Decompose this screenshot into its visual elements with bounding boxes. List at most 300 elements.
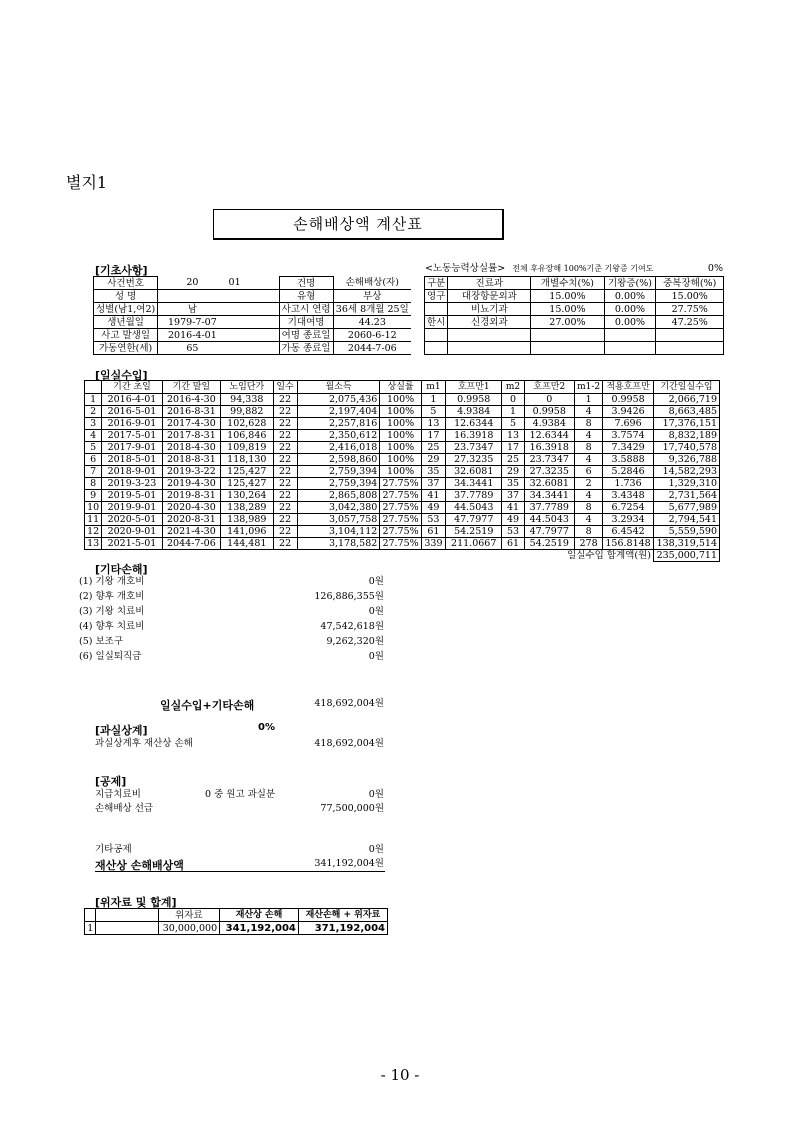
table-cell: [448, 342, 531, 355]
blank-cell: 일실수입 합계액(원): [567, 550, 651, 562]
table-row: [85, 430, 720, 442]
table-cell: 2017-8-31: [162, 430, 220, 442]
table-cell: 2016-8-31: [162, 406, 220, 418]
other-item-value: 0원: [368, 576, 384, 587]
table-cell: 8: [574, 526, 602, 538]
table-cell: 54.2519: [446, 526, 502, 538]
table-cell: 2,257,816: [297, 418, 380, 430]
table-cell: 2020-9-01: [102, 526, 162, 538]
table-row: [85, 490, 720, 502]
table-cell: 8: [574, 442, 602, 454]
deduction-item1-note: 0 중 원고 과실분: [205, 789, 276, 800]
table-cell: 36세 8개월 25일: [333, 303, 411, 316]
table-cell: 부상: [333, 290, 411, 303]
page-label: 별지1: [66, 173, 108, 192]
table-cell: 2,794,541: [653, 514, 719, 526]
final-damage-underline: [95, 871, 385, 872]
table-cell: 2021-5-01: [102, 538, 162, 550]
table-cell: 22: [273, 502, 297, 514]
table-cell: 8,663,485: [653, 406, 719, 418]
final-damage-label: 재산상 손해배상액: [95, 859, 184, 872]
table-cell: 1,329,310: [653, 478, 719, 490]
table-cell: 16.3918: [524, 442, 574, 454]
table-cell: 5,559,590: [653, 526, 719, 538]
table-cell: 11: [85, 514, 102, 526]
other-item-label: (6) 일실퇴직금: [79, 651, 142, 662]
table-cell: 22: [273, 490, 297, 502]
table-cell: 3.5888: [603, 454, 654, 466]
table-cell: 여명 종료일: [279, 329, 333, 342]
table-cell: 0.00%: [604, 316, 656, 329]
table-cell: 49: [421, 502, 445, 514]
table-row: [425, 277, 724, 290]
fault-rate: 0%: [258, 722, 275, 733]
table-cell: 211.0667: [446, 538, 502, 550]
table-cell: 기간일실수입: [653, 381, 719, 394]
table-cell: 32.6081: [524, 478, 574, 490]
table-cell: 32.6081: [446, 466, 502, 478]
table-cell: 0.00%: [604, 290, 656, 303]
table-cell: 22: [273, 454, 297, 466]
table-cell: 23.7347: [524, 454, 574, 466]
other-item-label: (3) 기왕 치료비: [79, 606, 145, 617]
table-cell: 54.2519: [524, 538, 574, 550]
list-item: [79, 621, 384, 636]
table-cell: 41: [421, 490, 445, 502]
table-row: [425, 316, 724, 329]
table-cell: 2,197,404: [297, 406, 380, 418]
table-cell: [227, 303, 280, 316]
table-cell: 12.6344: [524, 430, 574, 442]
table-cell: 2: [574, 478, 602, 490]
table-row: [85, 526, 720, 538]
table-cell: 5: [421, 406, 445, 418]
table-cell: 25: [421, 442, 445, 454]
table-cell: 100%: [380, 454, 422, 466]
table-cell: 100%: [380, 418, 422, 430]
table-cell: [604, 329, 656, 342]
table-cell: 61: [502, 538, 524, 550]
table-cell: [227, 316, 280, 329]
table-cell: 2016-4-30: [162, 394, 220, 406]
table-cell: 호프만2: [524, 381, 574, 394]
list-item: [79, 636, 384, 651]
other-heading: [기타손해]: [95, 563, 148, 576]
table-cell: 22: [273, 406, 297, 418]
table-cell: 99,882: [221, 406, 273, 418]
other-item-label: (1) 기왕 개호비: [79, 576, 145, 587]
table-cell: 재산손해 + 위자료: [298, 909, 387, 922]
disability-table: [424, 276, 724, 355]
table-cell: 1.736: [603, 478, 654, 490]
disability-note-text: 전체 후유장해 100%기준 기왕증 기여도: [512, 264, 654, 273]
table-cell: 2019-5-01: [102, 490, 162, 502]
table-row: [85, 394, 720, 406]
table-cell: 100%: [380, 394, 422, 406]
table-cell: 진료과: [448, 277, 531, 290]
table-cell: 2019-9-01: [102, 502, 162, 514]
deduction-item1-label: 지급치료비: [95, 789, 141, 800]
table-cell: 37.7789: [446, 490, 502, 502]
table-cell: 2018-9-01: [102, 466, 162, 478]
table-cell: 49: [502, 514, 524, 526]
other-item-value: 9,262,320원: [326, 636, 384, 647]
list-item: [79, 576, 384, 591]
table-cell: 27.3235: [446, 454, 502, 466]
table-cell: 27.00%: [531, 316, 604, 329]
table-cell: 27.75%: [380, 502, 422, 514]
table-cell: 12.6344: [446, 418, 502, 430]
table-cell: 일수: [273, 381, 297, 394]
table-cell: 27.75%: [380, 514, 422, 526]
table-cell: 3.2934: [603, 514, 654, 526]
table-cell: 4: [85, 430, 102, 442]
fault-heading: [과실상계]: [95, 724, 148, 737]
table-cell: 0.9958: [603, 394, 654, 406]
other-item-value: 0원: [368, 606, 384, 617]
table-cell: 성별(남1,여2): [94, 303, 158, 316]
table-cell: 47.7977: [446, 514, 502, 526]
table-cell: 남: [158, 303, 227, 316]
page-number: - 10 -: [380, 1066, 420, 1084]
table-cell: 3,042,380: [297, 502, 380, 514]
table-cell: 2,759,394: [297, 478, 380, 490]
table-cell: [96, 922, 158, 935]
table-cell: 118,130: [221, 454, 273, 466]
table-cell: 22: [273, 526, 297, 538]
table-cell: 3: [85, 418, 102, 430]
table-cell: 2018-8-31: [162, 454, 220, 466]
table-cell: 개별수치(%): [531, 277, 604, 290]
fault-value: 418,692,004원: [314, 738, 384, 749]
table-cell: 17: [421, 430, 445, 442]
table-cell: 2,350,612: [297, 430, 380, 442]
table-cell: 35: [421, 466, 445, 478]
table-cell: 100%: [380, 466, 422, 478]
table-cell: 5.2846: [603, 466, 654, 478]
table-cell: 01: [227, 277, 280, 290]
table-row: [425, 303, 724, 316]
table-cell: 8: [574, 418, 602, 430]
table-cell: 1: [502, 406, 524, 418]
table-cell: 0.9958: [524, 406, 574, 418]
table-cell: 2016-5-01: [102, 406, 162, 418]
table-cell: 1: [85, 394, 102, 406]
table-cell: 37.7789: [524, 502, 574, 514]
table-cell: 중복장해(%): [656, 277, 724, 290]
table-cell: 278: [574, 538, 602, 550]
table-cell: 22: [273, 442, 297, 454]
list-item: [79, 651, 384, 666]
table-cell: 2016-4-01: [158, 329, 227, 342]
basic-heading: [기초사항]: [95, 264, 148, 277]
table-cell: 2019-3-23: [102, 478, 162, 490]
table-row: [85, 454, 720, 466]
table-cell: 2: [85, 406, 102, 418]
basic-info-table: [93, 276, 411, 355]
table-row: [85, 514, 720, 526]
table-cell: 8,832,189: [653, 430, 719, 442]
table-cell: 12: [85, 526, 102, 538]
table-cell: 적용호프만: [603, 381, 654, 394]
table-cell: 41: [502, 502, 524, 514]
table-cell: [604, 342, 656, 355]
table-cell: 가동 종료일: [279, 342, 333, 355]
table-cell: [85, 381, 102, 394]
table-cell: 235,000,711: [653, 550, 719, 562]
table-cell: 10: [85, 502, 102, 514]
table-cell: 3.9426: [603, 406, 654, 418]
table-cell: 2019-8-31: [162, 490, 220, 502]
table-cell: 341,192,004: [220, 922, 299, 935]
deduction-heading: [공제]: [95, 775, 127, 788]
table-cell: 사건번호: [94, 277, 158, 290]
list-item: [79, 591, 384, 606]
table-cell: 29: [421, 454, 445, 466]
table-cell: 6: [85, 454, 102, 466]
table-row: [85, 442, 720, 454]
table-row: [85, 466, 720, 478]
table-cell: 2016-4-01: [102, 394, 162, 406]
table-cell: 기대여명: [279, 316, 333, 329]
table-cell: 호프만1: [446, 381, 502, 394]
table-cell: 5,677,989: [653, 502, 719, 514]
table-cell: 125,427: [221, 478, 273, 490]
table-cell: 상실률: [380, 381, 422, 394]
table-cell: 3.4348: [603, 490, 654, 502]
table-cell: 3,178,582: [297, 538, 380, 550]
deduction-item2-value: 77,500,000원: [320, 803, 384, 814]
table-cell: [531, 329, 604, 342]
table-cell: 9,326,788: [653, 454, 719, 466]
table-row: [85, 418, 720, 430]
table-cell: 2020-4-30: [162, 502, 220, 514]
table-cell: 7.3429: [603, 442, 654, 454]
table-cell: 27.3235: [524, 466, 574, 478]
table-cell: 7.696: [603, 418, 654, 430]
table-cell: 37: [421, 478, 445, 490]
table-cell: 30,000,000: [158, 922, 220, 935]
table-cell: 371,192,004: [298, 922, 387, 935]
table-cell: 신경외과: [448, 316, 531, 329]
table-cell: 53: [421, 514, 445, 526]
table-cell: m1-2: [574, 381, 602, 394]
table-cell: [227, 290, 280, 303]
other-item-value: 47,542,618원: [320, 621, 384, 632]
table-cell: 0: [524, 394, 574, 406]
table-cell: 44.5043: [446, 502, 502, 514]
table-cell: 구분: [425, 277, 448, 290]
table-cell: 15.00%: [656, 290, 724, 303]
table-row: [425, 290, 724, 303]
table-cell: 8: [85, 478, 102, 490]
table-row: [94, 290, 412, 303]
table-cell: 22: [273, 478, 297, 490]
table-cell: 2020-8-31: [162, 514, 220, 526]
table-cell: 15.00%: [531, 290, 604, 303]
table-cell: 23.7347: [446, 442, 502, 454]
table-cell: 65: [158, 342, 227, 355]
table-cell: 3,104,112: [297, 526, 380, 538]
table-cell: 2,598,860: [297, 454, 380, 466]
table-cell: [656, 342, 724, 355]
table-cell: 4: [574, 430, 602, 442]
table-cell: 2044-7-06: [162, 538, 220, 550]
table-cell: 35: [502, 478, 524, 490]
table-cell: 생년월일: [94, 316, 158, 329]
table-cell: m1: [421, 381, 445, 394]
table-cell: 7: [85, 466, 102, 478]
table-cell: 노임단가: [221, 381, 273, 394]
table-cell: 14,582,293: [653, 466, 719, 478]
table-cell: 22: [273, 538, 297, 550]
table-row: [94, 342, 412, 355]
other-item-label: (5) 보조구: [79, 636, 124, 647]
table-row: [85, 550, 720, 562]
sum-label: 일실수입+기타손해: [160, 699, 255, 712]
table-cell: 2018-4-30: [162, 442, 220, 454]
table-cell: 2044-7-06: [333, 342, 411, 355]
disability-note: [425, 263, 723, 274]
table-cell: 1: [574, 394, 602, 406]
table-cell: 기간 초일: [102, 381, 162, 394]
table-cell: 사고시 연령: [279, 303, 333, 316]
table-cell: 4: [574, 406, 602, 418]
table-cell: 2,759,394: [297, 466, 380, 478]
table-row: [94, 277, 412, 290]
table-cell: 27.75%: [380, 478, 422, 490]
table-cell: [531, 342, 604, 355]
table-cell: 156.8148: [603, 538, 654, 550]
table-cell: 위자료: [158, 909, 220, 922]
table-cell: 비뇨기과: [448, 303, 531, 316]
table-cell: 44.23: [333, 316, 411, 329]
table-cell: 4.9384: [446, 406, 502, 418]
disability-note-label: <노동능력상실률>: [425, 263, 506, 274]
consolation-heading: [위자료 및 합계]: [95, 896, 177, 909]
table-cell: 재산상 손해: [220, 909, 299, 922]
table-cell: 4: [574, 454, 602, 466]
table-row: [85, 922, 388, 935]
table-cell: 2,075,436: [297, 394, 380, 406]
consolation-table: [84, 908, 388, 935]
table-cell: [656, 329, 724, 342]
table-cell: 6.7254: [603, 502, 654, 514]
table-cell: 27.75%: [380, 538, 422, 550]
table-cell: 2017-5-01: [102, 430, 162, 442]
other-item-label: (4) 향후 치료비: [79, 621, 145, 632]
other-item-label: (2) 향후 개호비: [79, 591, 145, 602]
list-item: [79, 606, 384, 621]
table-cell: 8: [574, 502, 602, 514]
table-cell: 94,338: [221, 394, 273, 406]
table-cell: 5: [502, 418, 524, 430]
table-cell: 17,376,151: [653, 418, 719, 430]
table-cell: 2020-5-01: [102, 514, 162, 526]
table-cell: 100%: [380, 406, 422, 418]
sum-value: 418,692,004원: [314, 698, 384, 709]
table-cell: 44.5043: [524, 514, 574, 526]
table-cell: 61: [421, 526, 445, 538]
table-cell: 2019-4-30: [162, 478, 220, 490]
table-cell: 0.9958: [446, 394, 502, 406]
table-cell: 17: [502, 442, 524, 454]
table-cell: 13: [502, 430, 524, 442]
table-cell: 2060-6-12: [333, 329, 411, 342]
table-cell: 47.25%: [656, 316, 724, 329]
deduction-item2-label: 손해배상 선급: [95, 803, 154, 814]
table-cell: 2,865,808: [297, 490, 380, 502]
table-cell: 339: [421, 538, 445, 550]
table-cell: 기간 말일: [162, 381, 220, 394]
table-cell: 1: [85, 922, 96, 935]
table-cell: 20: [158, 277, 227, 290]
table-cell: 102,628: [221, 418, 273, 430]
table-row: [94, 329, 412, 342]
table-cell: 2,066,719: [653, 394, 719, 406]
table-cell: [227, 329, 280, 342]
table-cell: 22: [273, 430, 297, 442]
income-table: [84, 380, 720, 562]
table-cell: [96, 909, 158, 922]
table-cell: 37: [502, 490, 524, 502]
table-cell: 16.3918: [446, 430, 502, 442]
table-row: [425, 342, 724, 355]
table-cell: 34.3441: [524, 490, 574, 502]
table-cell: [227, 342, 280, 355]
table-cell: 4.9384: [524, 418, 574, 430]
table-cell: 1: [421, 394, 445, 406]
fault-label: 과실상계후 재산상 손해: [95, 738, 193, 749]
deduction-item1-value: 0원: [368, 789, 384, 800]
table-cell: 4: [574, 514, 602, 526]
table-cell: 29: [502, 466, 524, 478]
table-row: [85, 381, 720, 394]
table-cell: 2017-9-01: [102, 442, 162, 454]
table-cell: 22: [273, 394, 297, 406]
other-item-value: 126,886,355원: [314, 591, 384, 602]
table-cell: 가동연한(세): [94, 342, 158, 355]
other-damages-list: [79, 576, 384, 666]
table-cell: 0: [502, 394, 524, 406]
table-cell: 27.75%: [656, 303, 724, 316]
table-cell: 1979-7-07: [158, 316, 227, 329]
table-cell: 138,289: [221, 502, 273, 514]
table-cell: [425, 329, 448, 342]
final-damage-value: 341,192,004원: [314, 858, 384, 869]
table-cell: 2016-9-01: [102, 418, 162, 430]
table-cell: 유형: [279, 290, 333, 303]
table-cell: 130,264: [221, 490, 273, 502]
table-cell: 성 명: [94, 290, 158, 303]
other-item-value: 0원: [368, 651, 384, 662]
table-cell: 0.00%: [604, 303, 656, 316]
table-cell: 5: [85, 442, 102, 454]
table-cell: 27.75%: [380, 490, 422, 502]
table-cell: 106,846: [221, 430, 273, 442]
table-cell: 144,481: [221, 538, 273, 550]
table-cell: 2,731,564: [653, 490, 719, 502]
table-cell: 109,819: [221, 442, 273, 454]
document-title: 손해배상액 계산표: [213, 209, 504, 240]
table-cell: 138,319,514: [653, 538, 719, 550]
table-cell: 15.00%: [531, 303, 604, 316]
table-cell: [425, 303, 448, 316]
table-cell: 월소득: [297, 381, 380, 394]
table-cell: 9: [85, 490, 102, 502]
table-cell: 141,096: [221, 526, 273, 538]
table-cell: 영구: [425, 290, 448, 303]
